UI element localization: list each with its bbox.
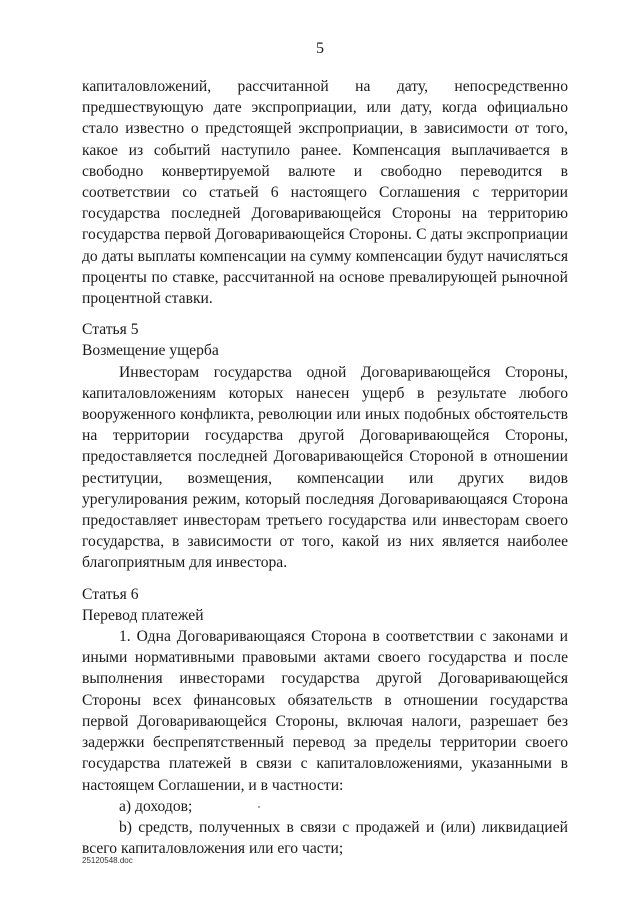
continuation-paragraph: капиталовложений, рассчитанной на дату, непосредственно предшествующую дате экспроприации, или дату, когда официально стало известно о предстоящей экспроприации, в зависимости от того, какое из событий наступило ранее. Компенсация выплачивается в свободно конвертируемой валюте и свободно переводится в соответствии со статьей 6 настоящего Соглашения с территории государства последней Договаривающейся Стороны на территорию государства первой Договаривающейся Стороны. С даты экспроприации до даты выплаты компенсации на сумму компенсации будут начисляться проценты по ставке, рассчитанной на основе превалирующей рыночной процентной ставки. bbox=[82, 78, 568, 308]
article-6 bbox=[82, 584, 568, 860]
article-6-item-b: b) средств, полученных в связи с продажей и (или) ликвидацией всего капиталовложения или его части; bbox=[82, 818, 568, 858]
document-body bbox=[82, 76, 568, 859]
article-6-title: Перевод платежей bbox=[82, 606, 204, 624]
article-6-clause-1: 1. Одна Договаривающаяся Сторона в соответствии с законами и иными нормативными правовыми актами своего государства и после выполнения инвесторами государства другой Договаривающейся Стороны всех финансовых обязательств в отношении государства первой Договаривающейся Стороны, включая налоги, разрешает без задержки беспрепятственный перевод за пределы территории своего государства платежей в связи с капиталовложениями, указанными в настоящем Соглашении, и в частности: bbox=[82, 628, 568, 794]
article-5 bbox=[82, 319, 568, 573]
article-5-title: Возмещение ущерба bbox=[82, 342, 219, 360]
article-6-item-a: a) доходов; bbox=[119, 797, 193, 815]
footer-file-code: 25120548.doc bbox=[82, 856, 133, 865]
article-6-heading: Статья 6 bbox=[82, 585, 139, 603]
article-5-heading: Статья 5 bbox=[82, 321, 139, 339]
scan-artifact bbox=[258, 806, 260, 808]
article-5-text: Инвесторам государства одной Договаривающейся Стороны, капиталовложениям которых нанесен ущерб в результате любого вооруженного конфликта, революции или иных подобных обстоятельств на территории государства другой Договаривающейся Стороны, предоставляется последней Договаривающейся Стороной в отношении реституции, возмещения, компенсации или других видов урегулирования режим, который последняя Договаривающаяся Сторона предоставляет инвесторам третьего государства или инвесторам своего государства, в зависимости от того, какой из них является наиболее благоприятным для инвестора. bbox=[82, 363, 568, 572]
page-number: 5 bbox=[316, 40, 324, 57]
